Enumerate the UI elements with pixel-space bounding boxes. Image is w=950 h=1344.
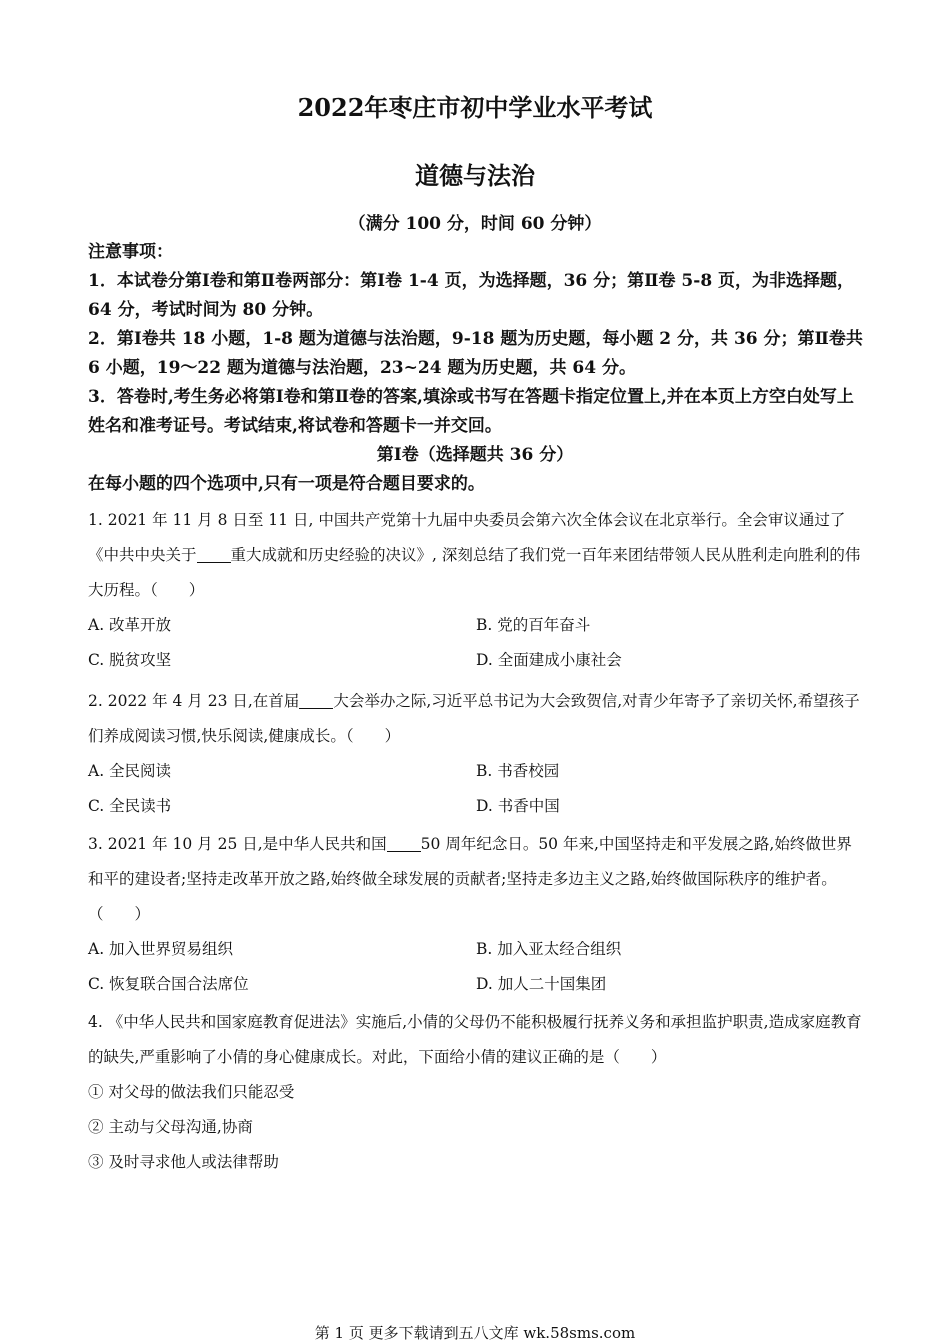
options [88, 754, 863, 824]
option-d: D. 书香中国 [476, 797, 560, 815]
stem-part: 重大成就和历史经验的决议》, 深刻总结了我们党一百年来团结带领人民从胜利走向胜利的伟大历程。（ ） [88, 546, 861, 599]
statement-item: ② 主动与父母沟通,协商 [88, 1118, 253, 1136]
option-b: B. 加入亚太经合组织 [476, 940, 622, 958]
question-3 [88, 827, 863, 1002]
stem-part: 大会举办之际,习近平总书记为大会致贺信,对青少年寄予了亲切关怀,希望孩子们养成阅读习惯,快乐阅读,健康成长。（ ） [88, 692, 860, 745]
page-footer: 第 1 页 更多下载请到五八文库 wk.58sms.com [314, 1324, 636, 1342]
note-item: 2．第Ⅰ卷共 18 小题，1-8 题为道德与法治题，9-18 题为历史题，每小题 2 分，共 36 分；第Ⅱ卷共 6 小题，19～22 题为道德与法治题，23~24 题为历史题，共 64 分。 [88, 329, 863, 378]
stem-part: 3. 2021 年 10 月 25 日,是中华人民共和国 [88, 835, 387, 853]
option-a: A. 全民阅读 [88, 762, 172, 780]
statement-item: ③ 及时寻求他人或法律帮助 [88, 1153, 279, 1171]
statement-item: ① 对父母的做法我们只能忍受 [88, 1083, 295, 1101]
note-item: 1．本试卷分第Ⅰ卷和第Ⅱ卷两部分：第Ⅰ卷 1-4 页，为选择题，36 分；第Ⅱ卷 5-8 页，为非选择题，64 分，考试时间为 80 分钟。 [88, 271, 855, 320]
option-c: C. 全民读书 [88, 797, 172, 815]
section-intro: 在每小题的四个选项中,只有一项是符合题目要求的。 [88, 474, 485, 494]
notes-block [88, 238, 863, 441]
option-b: B. 书香校园 [476, 762, 560, 780]
exam-title: 2022年枣庄市初中学业水平考试 [297, 93, 653, 122]
stem-part: 50 周年纪念日。50 年来,中国坚持走和平发展之路,始终做世界和平的建设者;坚持走改革开放之路,始终做全球发展的贡献者;坚持走多边主义之路,始终做国际秩序的维护者。（ ） [88, 835, 852, 923]
option-a: A. 加入世界贸易组织 [88, 940, 234, 958]
answer-blank [197, 547, 231, 564]
stem-part: 2. 2022 年 4 月 23 日,在首届 [88, 692, 300, 710]
option-d: D. 加人二十国集团 [476, 975, 607, 993]
answer-blank [299, 693, 333, 710]
option-d: D. 全面建成小康社会 [476, 651, 622, 669]
option-c: C. 恢复联合国合法席位 [88, 975, 249, 993]
notes-heading: 注意事项： [88, 242, 173, 262]
options [88, 608, 863, 678]
options [88, 932, 863, 1002]
subject-title: 道德与法治 [415, 161, 535, 190]
note-item: 3．答卷时,考生务必将第Ⅰ卷和第Ⅱ卷的答案,填涂或书写在答题卡指定位置上,并在本页上方空白处写上姓名和准考证号。考试结束,将试卷和答题卡一并交回。 [88, 387, 854, 436]
section-heading: 第Ⅰ卷（选择题共 36 分） [376, 445, 574, 465]
option-a: A. 改革开放 [88, 616, 172, 634]
question-4 [88, 1005, 863, 1180]
question-2 [88, 684, 863, 824]
question-stem [88, 827, 863, 932]
question-stem [88, 503, 863, 608]
option-c: C. 脱贫攻坚 [88, 651, 172, 669]
option-b: B. 党的百年奋斗 [476, 616, 591, 634]
question-1 [88, 503, 863, 678]
exam-meta: （满分 100 分，时间 60 分钟） [348, 214, 602, 234]
question-stem [88, 684, 863, 754]
question-stem: 4. 《中华人民共和国家庭教育促进法》实施后,小倩的父母仍不能积极履行抚养义务和承担监护职责,造成家庭教育的缺失,严重影响了小倩的身心健康成长。对此，下面给小倩的建议正确的是（ ） [88, 1013, 862, 1066]
answer-blank [387, 836, 421, 853]
stem-part: 1. 2021 年 11 月 8 日至 11 日, 中国共产党第十九届中央委员会第六次全体会议在北京举行。全会审议通过了《中共中央关于 [88, 511, 846, 564]
